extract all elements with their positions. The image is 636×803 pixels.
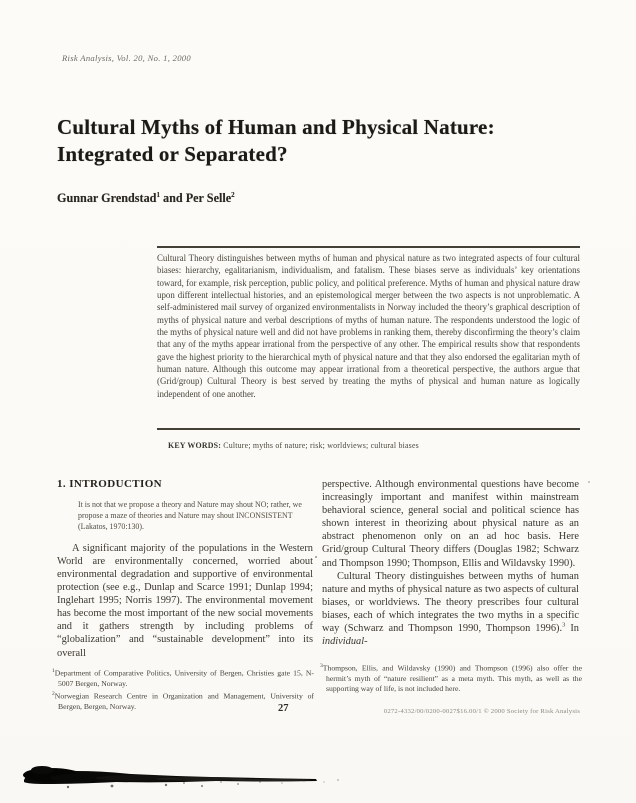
footnote-3-marker: 3 [320,663,323,669]
abstract-bottom-divider [157,428,580,430]
footnote-1-marker: 1 [52,668,55,674]
cultural-theory-paragraph [322,570,579,649]
author-1-affiliation-mark: 1 [156,191,160,199]
keywords-label: KEY WORDS: [168,441,222,450]
section-heading-introduction: 1. INTRODUCTION [57,478,163,490]
footnotes-left [52,666,314,713]
footnote-2 [52,689,314,712]
copyright-issn-line: 0272-4332/00/0200-0027$16.00/1 © 2000 Society for Risk Analysis [383,708,580,715]
journal-header: Risk Analysis, Vol. 20, No. 1, 2000 [62,53,191,63]
scan-smudge-artifact [16,759,346,795]
scan-noise-dot [315,556,317,558]
footnote-2-text: Norwegian Research Centre in Organization and Management, University of Bergen, Bergen, Norway. [54,691,314,712]
authors-line [57,191,235,206]
keywords-line [168,441,580,450]
page-number: 27 [278,703,289,714]
footnote-3 [320,661,582,695]
abstract-top-divider [157,246,580,248]
cultural-theory-paragraph-text: Cultural Theory distinguishes between myths of human nature and myths of physical nature as two aspects of cultural biases, or worldviews. The theory prescribes four cultural biases, each of which integrates the two myths in a specific way (Schwarz and Thompson 1990, Thompson 1996). [322,570,579,635]
footnote-3-reference-mark: 3 [562,621,566,629]
intro-paragraph-left: A significant majority of the populations in the Western World are environmentally concerned, worried about environmental degradation and supportive of environmental protection (see e.g., Dunlap and Scarce 1991; Dunlap 1994; Inglehart 1995; Norris 1997). The environmental movement has become the most important of the new social movements and it gathers strength by including problems of “globalization” and “sustainable development” into its overall [57,542,313,659]
paper-title-line2: Integrated or Separated? [57,142,288,166]
author-1: Gunnar Grendstad [57,191,157,206]
paper-title [57,114,537,168]
left-column [57,478,313,660]
author-2-affiliation-mark: 2 [231,191,235,199]
cultural-theory-paragraph-text-b: In [565,623,580,635]
keywords-list: Culture; myths of nature; risk; worldviews; cultural biases [223,441,419,450]
right-column [322,478,579,648]
paper-title-line1: Cultural Myths of Human and Physical Nature: [57,115,495,139]
author-2: Per Selle [185,191,232,206]
epigraph-quote: It is not that we propose a theory and Nature may shout NO; rather, we propose a maze of theories and Nature may shout INCONSISTENT (Lakatos, 1970:130). [78,500,302,531]
cultural-theory-paragraph-italic: individual- [322,636,368,648]
footnote-3-text: Thompson, Ellis, and Wildavsky (1990) and Thompson (1996) also offer the hermit’s myth of “nature resilient” as a meta myth. This myth, as well as the supporting way of life, is not included here. [322,663,582,694]
abstract-text: Cultural Theory distinguishes between myths of human and physical nature as two integrated aspects of four cultural biases: hierarchy, egalitarianism, individualism, and fatalism. These biases serve as individuals’ key orientations toward, for example, risk perception, public policy, and political preference. Myths of human and physical nature draw upon different intellectual histories, and an epistemological merger between the two aspects is not unproblematic. A self-administered mail survey of organized environmentalists in Norway included the theory’s graphical description of myths of physical nature and verbal descriptions of myths of human nature. The respondents understood the logic of the myths of physical nature well and did not have problems in ranking them, thereby disconfirming the theory’s claim that any of the myths appear irrational from the perspective of any other. The empirical results show that respondents gave the highest priority to the hierarchical myth of physical nature and that they also endorsed the egalitarian myth of human nature. Although this outcome may appear irrational from a theoretical perspective, the authors argue that (Grid/group) Cultural Theory is best served by treating the myths of physical and human nature as logically independent of one another. [157,253,580,399]
footnote-2-marker: 2 [52,691,55,698]
intro-paragraph-right-continuation: perspective. Although environmental questions have become increasingly important and manifest within mainstream behavioral science, general social and political science has shown interest in theorizing about physical nature as an abstract phenomenon only on an ad hoc basis. Here Grid/group Cultural Theory differs (Douglas 1982; Schwarz and Thompson 1990; Thompson, Ellis and Wildavsky 1990). [322,479,579,569]
footnote-1 [52,666,314,689]
authors-connector: and [159,191,186,206]
footnote-1-text: Department of Comparative Politics, University of Bergen, Christies gate 15, N-5007 Bergen, Norway. [54,668,314,688]
scan-noise-dot [588,481,590,483]
footnotes-right [320,661,582,695]
